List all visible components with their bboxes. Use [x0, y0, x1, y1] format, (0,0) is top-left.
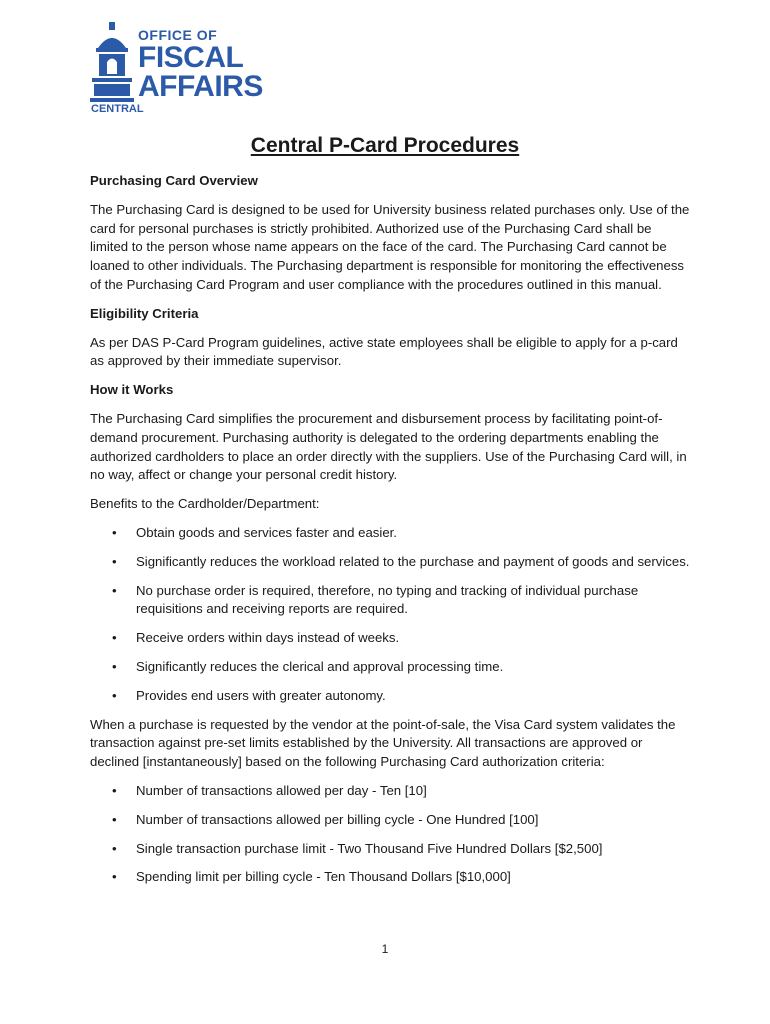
- document-title: Central P-Card Procedures: [250, 134, 520, 157]
- criteria-list: [90, 782, 690, 887]
- eligibility-paragraph: As per DAS P-Card Program guidelines, active state employees shall be eligible to apply for a p-card as approved by their immediate supervisor.: [90, 334, 678, 369]
- section-heading-eligibility: Eligibility Criteria: [90, 305, 199, 321]
- section-heading-how-it-works: How it Works: [90, 382, 174, 398]
- list-item: • Single transaction purchase limit - Two Thousand Five Hundred Dollars [$2,500]: [90, 840, 690, 859]
- benefits-intro: Benefits to the Cardholder/Department:: [90, 496, 320, 512]
- university-cupola-icon: [90, 22, 134, 102]
- benefits-list: [90, 524, 690, 706]
- logo-line-3: AFFAIRS: [138, 70, 263, 103]
- logo-line-1: OFFICE OF: [138, 27, 218, 43]
- list-item: • Obtain goods and services faster and easier.: [90, 524, 690, 543]
- logo-line-2: FISCAL: [138, 41, 244, 74]
- list-item: • Significantly reduces the workload related to the purchase and payment of goods and services.: [90, 553, 690, 572]
- list-item: • Significantly reduces the clerical and approval processing time.: [90, 658, 690, 677]
- overview-paragraph: The Purchasing Card is designed to be used for University business related purchases only. Use of the card for personal purchases is strictly prohibited. Authorized use of the Purchasing Card shall be limited to the person whose name appears on the face of the card. The Purchasing Card cannot be loaned to other individuals. The Purchasing department is responsible for monitoring the effectiveness of the Purchasing Card Program and user compliance with the procedures outlined in this manual.: [90, 201, 690, 292]
- list-item: • Number of transactions allowed per billing cycle - One Hundred [100]: [90, 811, 690, 830]
- list-item: • Provides end users with greater autonomy.: [90, 687, 690, 706]
- list-item: • Spending limit per billing cycle - Ten Thousand Dollars [$10,000]: [90, 868, 690, 887]
- validation-paragraph: When a purchase is requested by the vendor at the point-of-sale, the Visa Card system validates the transaction against pre-set limits established by the University. All transactions are approved or declined [instantaneously] based on the following Purchasing Card authorization criteria:: [90, 716, 676, 770]
- list-item: • Number of transactions allowed per day - Ten [10]: [90, 782, 690, 801]
- page-number: 1: [381, 942, 389, 956]
- section-heading-overview: Purchasing Card Overview: [90, 173, 258, 188]
- document-body: [90, 172, 690, 897]
- logo-subtitle: CENTRAL: [91, 103, 144, 115]
- list-item: • No purchase order is required, therefore, no typing and tracking of individual purchase requisitions and receiving reports are required.: [90, 582, 690, 620]
- office-of-fiscal-affairs-logo: [90, 22, 270, 118]
- how-it-works-paragraph: The Purchasing Card simplifies the procurement and disbursement process by facilitating point-of-demand procurement. Purchasing authority is delegated to the ordering departments enabling the authorized cardholders to place an order directly with the suppliers. Use of the Purchasing Card will, in no way, affect or change your personal credit history.: [90, 410, 687, 483]
- list-item: • Receive orders within days instead of weeks.: [90, 629, 690, 648]
